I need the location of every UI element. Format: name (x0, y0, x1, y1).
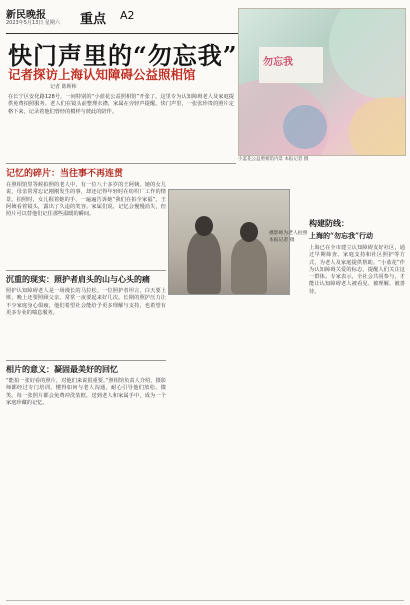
section-subtitle-defense: 上海的“勿忘我”行动 (309, 231, 374, 240)
photo-person (231, 238, 267, 294)
page-number: A2 (120, 9, 135, 22)
lead-divider (6, 163, 236, 164)
section-divider (6, 270, 166, 271)
photo-flower-shape (349, 97, 406, 156)
section-text-moments: “能拍一张好看的照片，对他们来说很重要。”照相馆负责人介绍，摄影师都经过专门培训，懂得如何与老人沟通，耐心引导他们放松、微笑。每一张照片都会免费冲洗装框，送到老人和家属手中，成为一个家庭珍藏的记忆。 (6, 378, 166, 406)
realities-section (6, 274, 166, 317)
inline-photo-caption: 摄影师为老人拍照 本报记者 摄 (269, 231, 308, 243)
headline: 快门声里的“勿忘我” (8, 41, 238, 70)
section-text-defense: 上海已在全市建立认知障碍友好社区，通过早期筛查、家庭支持和社区照护等方式，为老人及家庭提供帮助。“小蓝花”作为认知障碍关爱的标志，提醒人们关注这一群体。专家表示，全社会共同参与，才能让认知障碍老人被看见、被理解、被善待。 (309, 245, 405, 295)
paper-brand: 新民晚报 (6, 10, 46, 21)
section-title-defense: 构建防线： (309, 218, 349, 228)
lead-text: 在长宁区安化路128号，一间特别的“小蓝花公益照相馆”开张了。这里专为认知障碍老人及家庭提供免费拍照服务。老人们在镜头前整理衣襟，家属在旁轻声提醒。快门声里，一张张珍贵的照片定格下来，记录着他们曾经的模样与彼此的陪伴。 (8, 94, 234, 115)
lead-paragraph (8, 94, 234, 116)
section-title-realities: 沉重的现实：照护者肩头的山与心头的痛 (6, 274, 150, 284)
feature-photo-caption: 小蓝花公益照相馆内景 本报记者 摄 (238, 157, 309, 162)
photo-flower-shape (329, 8, 406, 99)
section-title-moments: 相片的意义：凝固最美好的回忆 (6, 364, 118, 374)
section-text-realities: 照护认知障碍老人是一场漫长的马拉松。一位照护者坦言，白天要上班，晚上还要照顾父亲，常常一夜要起来好几次。长期的照护压力让不少家庭身心俱疲，他们希望社会能给予更多理解与支持，也希望有更多专业的喘息服务。 (6, 288, 166, 316)
photo-sign-text: 勿忘我 (263, 57, 293, 68)
left-column (6, 166, 166, 218)
section-divider (6, 360, 166, 361)
feature-photo (238, 8, 406, 156)
photo-person (187, 232, 221, 294)
right-column (309, 218, 405, 296)
section-text-memory: 在照相馆里等候拍照的老人中，有一位八十多岁的王阿姨。她的女儿说，母亲常常忘记刚刚发生的事，却还记得年轻时在纺织厂工作的情景。拍照时，女儿握着她的手，一遍遍告诉她“我们在拍全家福”。王阿姨看着镜头，露出了久违的笑容。家属们说，记忆会慢慢消失，但照片可以替他们记住那些温暖的瞬间。 (6, 182, 166, 218)
subheadline: 记者探访上海认知障碍公益照相馆 (8, 67, 196, 82)
section-title-memory: 记忆的碎片：当往事不再连贯 (6, 169, 124, 179)
byline: 记者 陈斯帏 (50, 84, 77, 90)
moments-section (6, 364, 166, 407)
section-name: 重点 (80, 12, 107, 27)
photo-person-head (195, 216, 213, 236)
photo-person-head (240, 222, 258, 242)
issue-date: 2023年5月13日 星期六 (6, 20, 60, 26)
photo-flower-shape (283, 105, 327, 149)
page-bottom-rule (6, 600, 404, 601)
